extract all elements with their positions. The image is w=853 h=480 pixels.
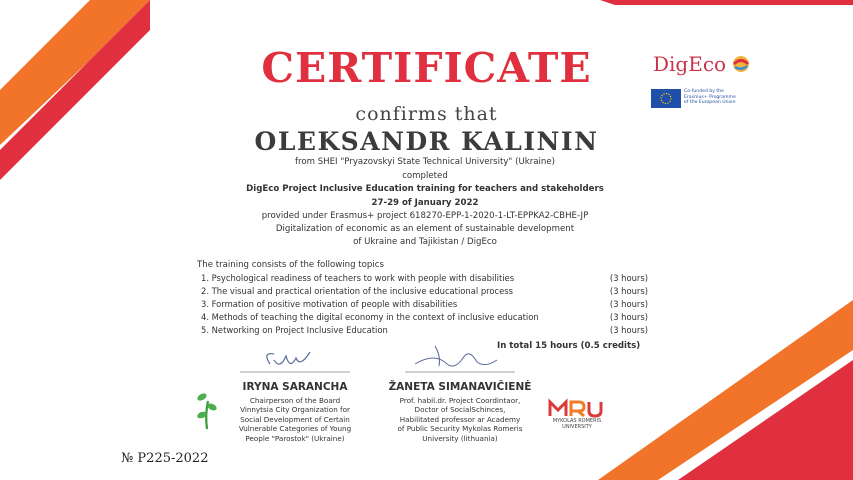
confirms-text: confirms that	[355, 103, 498, 125]
topic-hours: (3 hours)	[609, 286, 648, 296]
certificate-number: № P225-2022	[121, 451, 209, 466]
topic-item	[197, 286, 652, 299]
completed-text: completed	[402, 171, 448, 181]
signatory-1-name: IRYNA SARANCHA	[242, 381, 348, 393]
topic-hours: (3 hours)	[609, 325, 648, 335]
from-text: from SHEI "Pryazovskyi State Technical University" (Ukraine)	[294, 157, 556, 167]
topic-hours: (3 hours)	[609, 312, 648, 322]
top-right-corner-decoration	[600, 0, 853, 40]
digeco-logo: DigEco	[653, 52, 750, 76]
recipient-name: OLEKSANDR KALININ	[254, 127, 599, 156]
topic-item	[197, 299, 652, 312]
mru-logo-icon	[548, 398, 606, 418]
total-hours: In total 15 hours (0.5 credits)	[497, 341, 641, 351]
training-dates: 27-29 of January 2022	[371, 198, 479, 208]
topic-text: 2. The visual and practical orientation of the inclusive educational process	[201, 286, 514, 296]
signatory-1-role: Chairperson of the Board Vinnytsia City Organization for Social Development of Certain Vulnerable Categories of Young People "Parostok" (Ukraine)	[238, 396, 352, 443]
topic-item	[197, 312, 652, 325]
topics-header: The training consists of the following topics	[197, 260, 384, 270]
training-title: DigEco Project Inclusive Education training for teachers and stakeholders	[246, 184, 604, 194]
signature-1	[240, 346, 350, 376]
topic-text: 4. Methods of teaching the digital economy in the context of inclusive education	[201, 312, 539, 322]
certificate-title: CERTIFICATE	[261, 44, 592, 92]
mru-caption: MYKOLAS ROMERIS UNIVERSITY	[552, 418, 602, 430]
project-title-line-2: of Ukraine and Tajikistan / DigEco	[353, 237, 497, 247]
project-title-line-1: Digitalization of economic as an element of sustainable development	[275, 224, 575, 234]
parostok-sprout-logo-icon	[195, 385, 219, 431]
topic-hours: (3 hours)	[609, 299, 648, 309]
signature-2	[405, 340, 515, 376]
eu-cofunded-text: Co-funded by the Erasmus+ Programme of the European Union	[684, 89, 736, 106]
topic-text: 1. Psychological readiness of teachers to work with people with disabilities	[201, 273, 515, 283]
topic-item	[197, 325, 652, 338]
signatory-2-role: Prof. habil.dr. Project Coordintaor, Doctor of SocialSchinces, Habilitated professor ar Academy of Public Security Mykolas Romeris University (lithuania)	[397, 396, 523, 443]
topic-hours: (3 hours)	[609, 273, 648, 283]
topic-text: 5. Networking on Project Inclusive Education	[201, 325, 388, 335]
project-text: provided under Erasmus+ project 618270-EPP-1-2020-1-LT-EPPKA2-CBHE-JP	[261, 211, 589, 221]
topic-item	[197, 273, 652, 286]
topic-text: 3. Formation of positive motivation of people with disabilities	[201, 299, 458, 309]
signatory-2-name: ŽANETA SIMANAVIČIENĖ	[388, 381, 532, 393]
topics-list	[197, 273, 652, 338]
